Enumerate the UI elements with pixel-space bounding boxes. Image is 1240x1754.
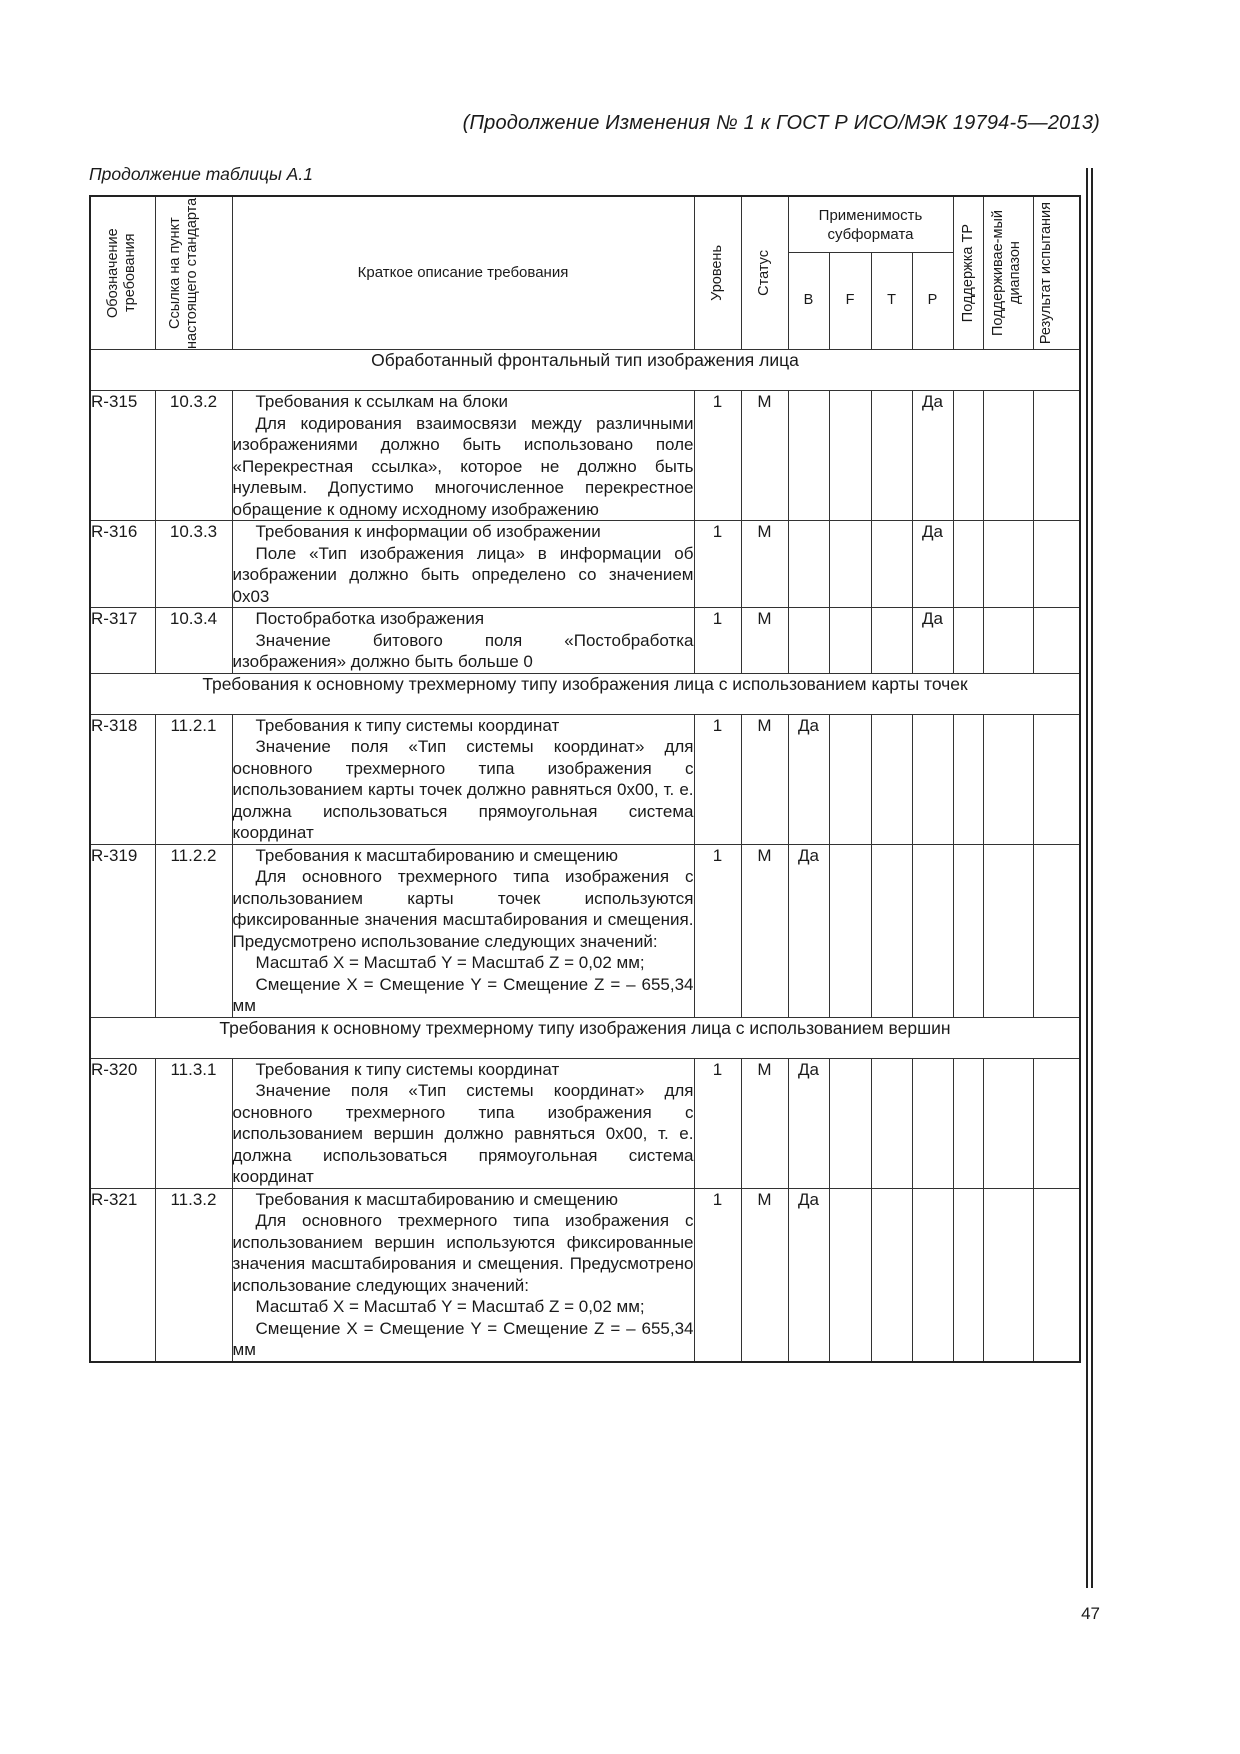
subformat-p-cell: Да [912,608,953,674]
requirement-id: R-315 [90,391,155,521]
requirement-id: R-318 [90,714,155,844]
requirement-title: Требования к типу системы координат [255,715,560,735]
section-row [90,1017,1080,1058]
level-cell: 1 [694,844,741,1017]
offset-formula: Смещение X = Смещение Y = Смещение Z = – 655,34 мм [232,974,694,1015]
level-cell: 1 [694,1058,741,1188]
supported-range-cell [983,844,1033,1017]
subformat-t-cell [871,1058,912,1188]
section-title: Требования к основному трехмерному типу изображения лица с использованием вершин [90,1017,1080,1058]
header-sub-p: P [912,253,953,350]
subformat-t-cell [871,714,912,844]
requirement-description [232,844,694,1017]
subformat-p-cell: Да [912,521,953,608]
test-result-cell [1033,391,1080,521]
subformat-f-cell [829,391,871,521]
subformat-f-cell [829,521,871,608]
header-status: Статус [741,196,788,350]
subformat-f-cell [829,1058,871,1188]
requirement-ref: 11.2.1 [155,714,232,844]
requirement-description [232,391,694,521]
requirement-ref: 11.3.2 [155,1188,232,1362]
level-cell: 1 [694,608,741,674]
header-sub-b: B [788,253,829,350]
tp-support-cell [953,1058,983,1188]
requirement-title: Постобработка изображения [255,609,485,628]
level-cell: 1 [694,391,741,521]
status-cell: M [741,1058,788,1188]
subformat-f-cell [829,844,871,1017]
subformat-b-cell [788,391,829,521]
level-cell: 1 [694,1188,741,1362]
tp-support-cell [953,391,983,521]
requirement-id: R-316 [90,521,155,608]
table-row [90,1188,1080,1362]
requirement-title: Требования к масштабированию и смещению [255,1189,618,1209]
table-row [90,521,1080,608]
supported-range-cell [983,391,1033,521]
subformat-t-cell [871,391,912,521]
level-cell: 1 [694,714,741,844]
header-supported-range: Поддерживае-мый диапазон [983,196,1033,350]
requirement-ref: 11.3.1 [155,1058,232,1188]
tp-support-cell [953,714,983,844]
section-row [90,673,1080,714]
table-row [90,391,1080,521]
header-test-result: Результат испытания [1033,196,1080,350]
test-result-cell [1033,844,1080,1017]
requirement-description [232,1058,694,1188]
tp-support-cell [953,608,983,674]
requirement-text: Значение битового поля «Постобработка изображения» должно быть больше 0 [232,630,694,671]
subformat-b-cell [788,608,829,674]
table-row [90,608,1080,674]
status-cell: M [741,521,788,608]
requirement-id: R-321 [90,1188,155,1362]
requirement-description [232,608,694,674]
header-description: Краткое описание требования [232,196,694,350]
subformat-b-cell: Да [788,1058,829,1188]
requirement-ref: 10.3.3 [155,521,232,608]
requirement-ref: 10.3.4 [155,608,232,674]
supported-range-cell [983,714,1033,844]
header-reference: Ссылка на пункт настоящего стандарта [155,196,232,350]
margin-rule [1086,168,1088,1588]
subformat-b-cell: Да [788,844,829,1017]
header-level: Уровень [694,196,741,350]
section-row [90,350,1080,391]
subformat-t-cell [871,608,912,674]
requirement-title: Требования к ссылкам на блоки [255,392,508,411]
subformat-p-cell [912,844,953,1017]
subformat-f-cell [829,714,871,844]
table-caption: Продолжение таблицы А.1 [89,164,313,184]
subformat-f-cell [829,608,871,674]
requirement-description [232,1188,694,1362]
requirement-text: Для основного трехмерного типа изображения с использованием карты точек используются фиксированные значения масштабирования и смещения. Предусмотрено использование следующих значений: [232,867,694,951]
subformat-b-cell [788,521,829,608]
tp-support-cell [953,844,983,1017]
status-cell: M [741,1188,788,1362]
document-running-header: (Продолжение Изменения № 1 к ГОСТ Р ИСО/МЭК 19794-5—2013) [462,112,1100,134]
requirements-table [89,195,1081,1363]
requirement-text: Поле «Тип изображения лица» в информации об изображении должно быть определено со значением 0x03 [232,543,694,606]
subformat-p-cell: Да [912,391,953,521]
requirement-ref: 11.2.2 [155,844,232,1017]
table-row [90,1058,1080,1188]
supported-range-cell [983,1058,1033,1188]
subformat-t-cell [871,521,912,608]
requirement-ref: 10.3.2 [155,391,232,521]
requirement-title: Требования к информации об изображении [255,522,601,541]
header-tp-support: Поддержка ТР [953,196,983,350]
subformat-f-cell [829,1188,871,1362]
header-sub-t: T [871,253,912,350]
page-number: 47 [1081,1604,1100,1623]
test-result-cell [1033,1058,1080,1188]
status-cell: M [741,714,788,844]
subformat-p-cell [912,1058,953,1188]
status-cell: M [741,844,788,1017]
scale-formula: Масштаб X = Масштаб Y = Масштаб Z = 0,02 мм; [255,1297,645,1316]
requirement-text: Для основного трехмерного типа изображения с использованием вершин используются фиксированные значения масштабирования и смещения. Предусмотрено использование следующих значений: [232,1211,694,1295]
test-result-cell [1033,714,1080,844]
test-result-cell [1033,521,1080,608]
subformat-p-cell [912,714,953,844]
test-result-cell [1033,1188,1080,1362]
subformat-t-cell [871,1188,912,1362]
header-designation: Обозначение требования [90,196,155,350]
level-cell: 1 [694,521,741,608]
section-title: Требования к основному трехмерному типу изображения лица с использованием карты точек [90,673,1080,714]
section-title: Обработанный фронтальный тип изображения лица [90,350,1080,391]
subformat-p-cell [912,1188,953,1362]
requirement-description [232,714,694,844]
requirement-text: Значение поля «Тип системы координат» для основного трехмерного типа изображения с использованием вершин должно равняться 0x00, т. е. должна использоваться прямоугольная система координат [232,1081,694,1186]
subformat-b-cell: Да [788,714,829,844]
supported-range-cell [983,608,1033,674]
requirement-id: R-319 [90,844,155,1017]
header-applicability: Применимость субформата [788,196,953,253]
tp-support-cell [953,521,983,608]
supported-range-cell [983,521,1033,608]
offset-formula: Смещение X = Смещение Y = Смещение Z = – 655,34 мм [232,1318,694,1359]
margin-rule [1091,168,1093,1588]
table-header [90,196,1080,350]
tp-support-cell [953,1188,983,1362]
requirement-id: R-317 [90,608,155,674]
requirement-text: Значение поля «Тип системы координат» для основного трехмерного типа изображения с использованием карты точек должно равняться 0x00, т. е. должна использоваться прямоугольная система координат [232,737,694,842]
status-cell: M [741,391,788,521]
requirement-title: Требования к масштабированию и смещению [255,845,618,865]
requirement-text: Для кодирования взаимосвязи между различными изображениями должно быть использовано поле «Перекрестная ссылка», которое не должно быть нулевым. Допустимо многочисленное перекрестное обращение к одному исходному изображению [232,413,694,519]
scale-formula: Масштаб X = Масштаб Y = Масштаб Z = 0,02 мм; [255,953,645,972]
test-result-cell [1033,608,1080,674]
subformat-b-cell: Да [788,1188,829,1362]
supported-range-cell [983,1188,1033,1362]
table-row [90,844,1080,1017]
requirement-title: Требования к типу системы координат [255,1059,560,1079]
requirement-description [232,521,694,608]
table-row [90,714,1080,844]
status-cell: M [741,608,788,674]
subformat-t-cell [871,844,912,1017]
header-sub-f: F [829,253,871,350]
requirement-id: R-320 [90,1058,155,1188]
